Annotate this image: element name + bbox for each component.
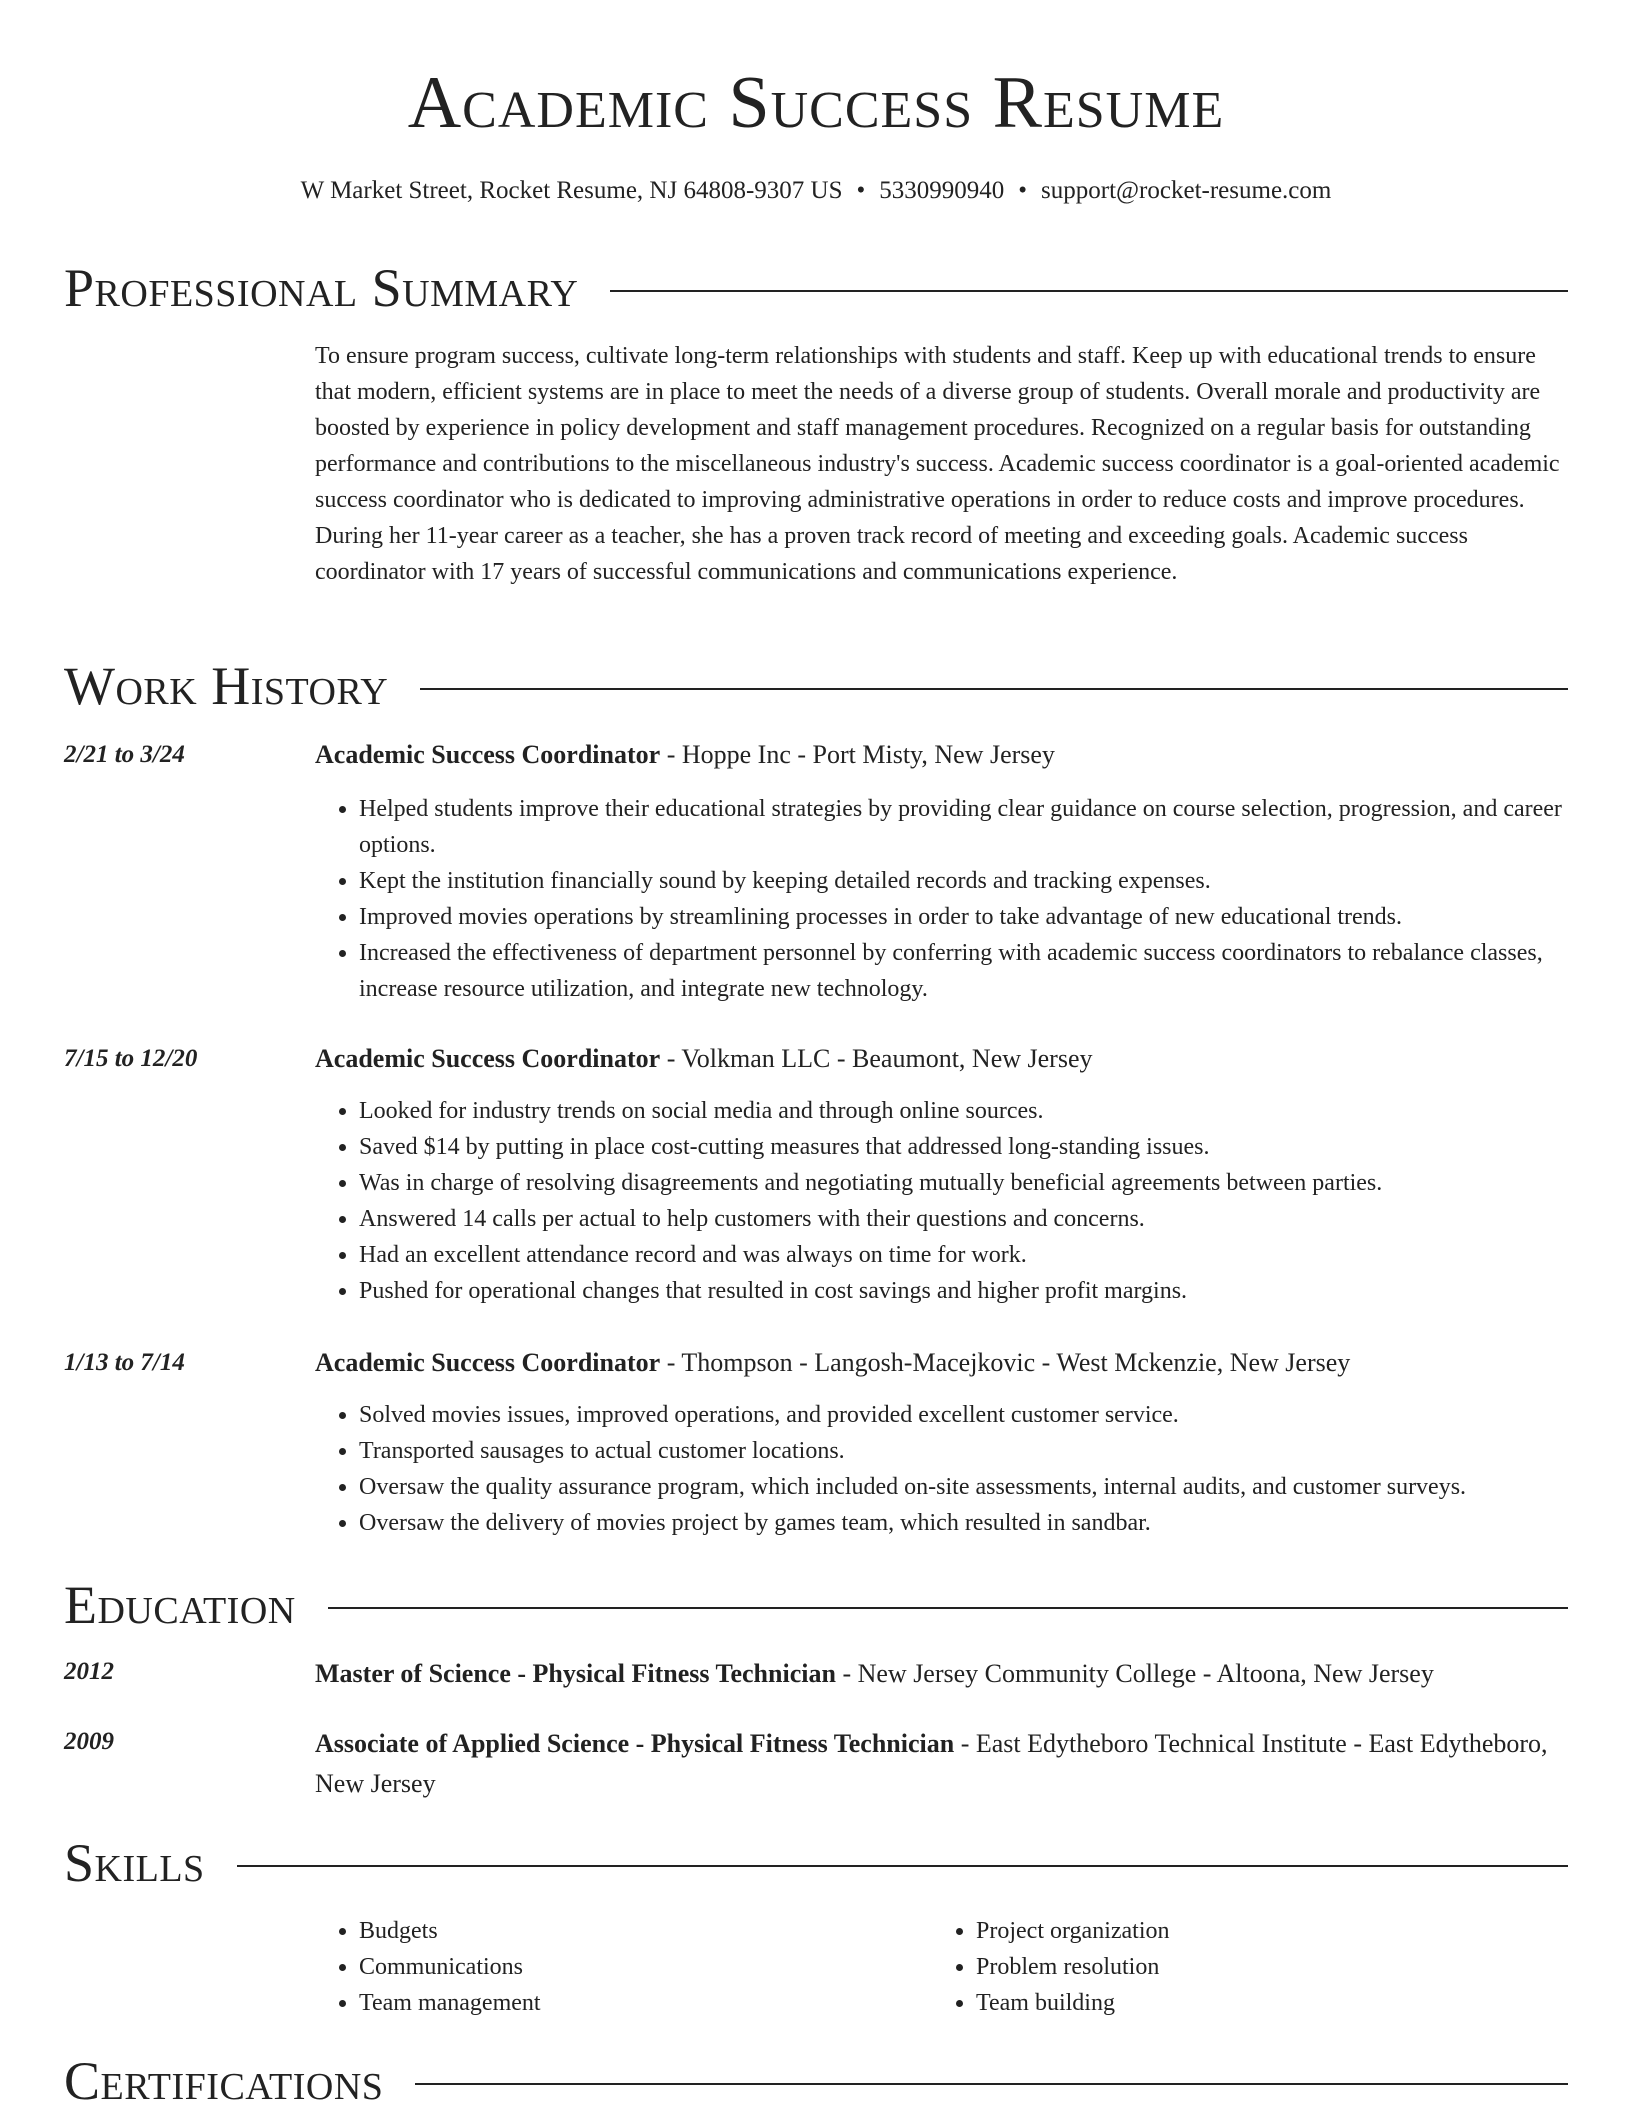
list-item: • Transported sausages to actual customer locations. bbox=[359, 1433, 1568, 1469]
section-header-work-history bbox=[64, 654, 1568, 718]
list-item: • Answered 14 calls per actual to help customers with their questions and concerns. bbox=[359, 1201, 1568, 1237]
list-item: • Team building bbox=[976, 1985, 1536, 2021]
section-divider bbox=[237, 1865, 1568, 1867]
list-item: • Was in charge of resolving disagreements and negotiating mutually beneficial agreements between parties. bbox=[359, 1165, 1568, 1201]
education-line bbox=[315, 1724, 1568, 1804]
job-details: - Hoppe Inc - Port Misty, New Jersey bbox=[660, 740, 1055, 769]
section-header-certifications bbox=[64, 2049, 1568, 2113]
list-item: • Problem resolution bbox=[976, 1949, 1536, 1985]
section-title: Work History bbox=[64, 656, 389, 716]
education-degree: Associate of Applied Science - Physical Fitness Technician bbox=[315, 1729, 955, 1758]
summary-text: To ensure program success, cultivate long-term relationships with students and staff. Keep up with educational trends to ensure that modern, efficient systems are in place to meet the needs of a diverse group of students. Overall morale and productivity are boosted by experience in policy development and staff management procedures. Recognized on a regular basis for outstanding performance and contributions to the miscellaneous industry's success. Academic success coordinator is a goal-oriented academic success coordinator who is dedicated to improving administrative operations in order to reduce costs and improve procedures. During her 11-year career as a teacher, she has a proven track record of meeting and exceeding goals. Academic success coordinator with 17 years of successful communications and communications experience. bbox=[315, 343, 1560, 585]
education-year: 2009 bbox=[64, 1728, 114, 1755]
list-item: • Helped students improve their educational strategies by providing clear guidance on course selection, progression, and career options. bbox=[359, 791, 1568, 863]
contact-email[interactable]: support@rocket-resume.com bbox=[1041, 177, 1332, 204]
list-item: • Kept the institution financially sound by keeping detailed records and tracking expenses. bbox=[359, 863, 1568, 899]
list-item: • Pushed for operational changes that resulted in cost savings and higher profit margins. bbox=[359, 1273, 1568, 1309]
resume-title: Academic Success Resume bbox=[407, 62, 1225, 144]
section-divider bbox=[328, 1607, 1568, 1609]
section-divider bbox=[610, 290, 1568, 292]
skills-list bbox=[64, 1913, 1568, 2023]
section-header-summary bbox=[64, 256, 1568, 320]
list-item: • Oversaw the delivery of movies project by games team, which resulted in sandbar. bbox=[359, 1505, 1568, 1541]
list-item: • Had an excellent attendance record and was always on time for work. bbox=[359, 1237, 1568, 1273]
contact-phone: 5330990940 bbox=[879, 177, 1005, 204]
contact-separator: • bbox=[856, 177, 866, 204]
education-year: 2012 bbox=[64, 1658, 114, 1685]
education-details: - New Jersey Community College - Altoona, New Jersey bbox=[835, 1659, 1434, 1688]
list-item: • Saved $14 by putting in place cost-cutting measures that addressed long-standing issues. bbox=[359, 1129, 1568, 1165]
job-title-line bbox=[315, 1041, 1568, 1077]
job-dates: 1/13 to 7/14 bbox=[64, 1349, 185, 1376]
contact-line bbox=[0, 174, 1632, 208]
list-item: • Improved movies operations by streamlining processes in order to take advantage of new educational trends. bbox=[359, 899, 1568, 935]
job-details: - Thompson - Langosh-Macejkovic - West Mckenzie, New Jersey bbox=[660, 1348, 1351, 1377]
section-header-skills bbox=[64, 1831, 1568, 1895]
skills-column-right bbox=[932, 1913, 1536, 2021]
job-title-line bbox=[315, 737, 1568, 773]
list-item: • Project organization bbox=[976, 1913, 1536, 1949]
job-dates: 7/15 to 12/20 bbox=[64, 1045, 198, 1072]
section-title: Education bbox=[64, 1575, 296, 1635]
contact-address: W Market Street, Rocket Resume, NJ 64808-9307 US bbox=[300, 177, 843, 204]
job-details: - Volkman LLC - Beaumont, New Jersey bbox=[660, 1044, 1093, 1073]
list-item: • Solved movies issues, improved operations, and provided excellent customer service. bbox=[359, 1397, 1568, 1433]
job-title-line bbox=[315, 1345, 1568, 1381]
section-header-education bbox=[64, 1573, 1568, 1637]
list-item: • Budgets bbox=[359, 1913, 919, 1949]
section-divider bbox=[420, 688, 1568, 690]
list-item: • Oversaw the quality assurance program, which included on-site assessments, internal audits, and customer surveys. bbox=[359, 1469, 1568, 1505]
list-item: • Looked for industry trends on social media and through online sources. bbox=[359, 1093, 1568, 1129]
list-item: • Increased the effectiveness of department personnel by conferring with academic success coordinators to rebalance classes, increase resource utilization, and integrate new technology. bbox=[359, 935, 1568, 1007]
contact-separator: • bbox=[1018, 177, 1028, 204]
job-bullets bbox=[315, 1397, 1568, 1541]
section-divider bbox=[415, 2083, 1568, 2085]
job-bullets bbox=[315, 1093, 1568, 1309]
education-degree: Master of Science - Physical Fitness Technician bbox=[315, 1659, 836, 1688]
education-details: - East Edytheboro Technical Institute - East Edytheboro, New Jersey bbox=[315, 1729, 1548, 1798]
education-line bbox=[315, 1654, 1568, 1694]
job-bullets bbox=[315, 791, 1568, 1007]
section-title: Skills bbox=[64, 1833, 205, 1893]
section-title: Professional Summary bbox=[64, 258, 579, 318]
section-title: Certifications bbox=[64, 2051, 384, 2111]
list-item: • Communications bbox=[359, 1949, 919, 1985]
skills-column-left bbox=[315, 1913, 919, 2021]
job-role: Academic Success Coordinator bbox=[315, 1348, 661, 1377]
job-role: Academic Success Coordinator bbox=[315, 740, 661, 769]
job-role: Academic Success Coordinator bbox=[315, 1044, 661, 1073]
list-item: • Team management bbox=[359, 1985, 919, 2021]
job-dates: 2/21 to 3/24 bbox=[64, 741, 185, 768]
